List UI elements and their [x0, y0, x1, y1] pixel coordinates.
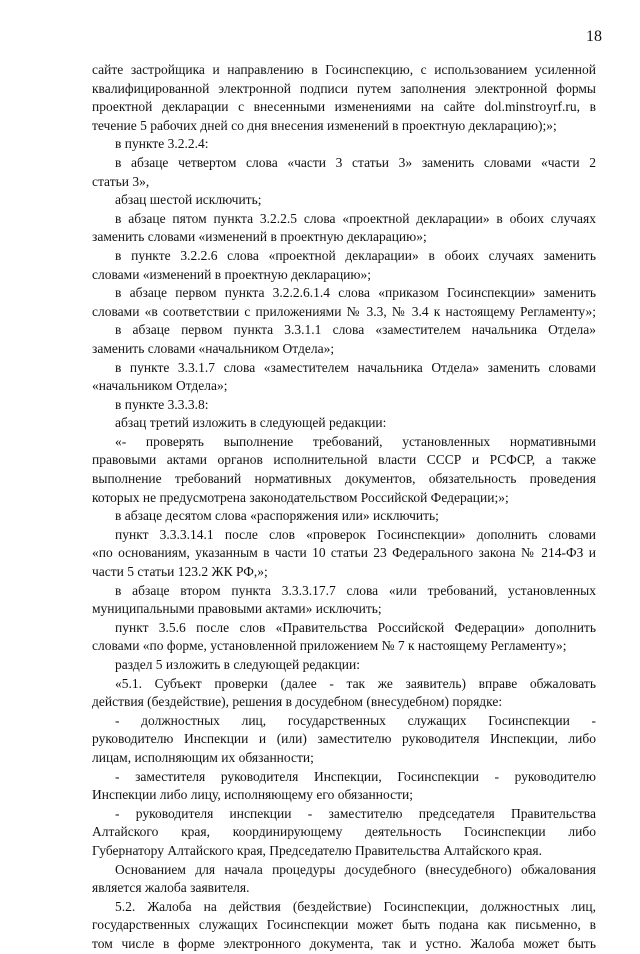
- text-line: в пункте 3.2.2.4:: [115, 136, 209, 152]
- text-line: Алтайского края, координирующему деятельность Госинспекции либо: [92, 824, 596, 840]
- text-line: том числе в форме электронного документа, так и устно. Жалоба может быть: [92, 935, 596, 951]
- text-line: «по основаниям, указанным в части 10 статьи 23 Федерального закона № 214-ФЗ и: [92, 545, 596, 561]
- text-line: действия (бездействие), решения в досудебном (внесудебном) порядке:: [92, 694, 503, 710]
- text-line: Инспекции либо лицу, исполняющему его обязанности;: [92, 787, 413, 803]
- text-line: в абзаце втором пункта 3.3.3.17.7 слова «или требований, установленных: [115, 582, 596, 598]
- text-line: «- проверять выполнение требований, установленных нормативными: [115, 433, 596, 449]
- text-line: лицам, исполняющим их обязанности;: [92, 749, 314, 765]
- text-line: является жалоба заявителя.: [92, 880, 250, 896]
- text-line: выполнение требований нормативных документов, обязательность проведения: [92, 471, 596, 487]
- text-line: абзац третий изложить в следующей редакции:: [115, 415, 387, 431]
- text-line: в абзаце первом пункта 3.3.1.1 слова «заместителем начальника Отдела»: [115, 322, 596, 338]
- text-line: заменить словами «изменений в проектную декларацию»;: [92, 229, 427, 245]
- text-line: статьи 3»,: [92, 173, 150, 189]
- text-line: которых не предусмотрена законодательством Российской Федерации;»;: [92, 489, 509, 505]
- text-line: раздел 5 изложить в следующей редакции:: [115, 657, 361, 672]
- page-number: 18: [586, 28, 602, 45]
- text-line: - заместителя руководителя Инспекции, Госинспекции - руководителю: [115, 768, 596, 784]
- text-line: - руководителя инспекции - заместителю председателя Правительства: [115, 805, 596, 821]
- text-line: Губернатору Алтайского края, Председателю Правительства Алтайского края.: [92, 842, 542, 858]
- text-line: «5.1. Субъект проверки (далее - так же заявитель) вправе обжаловать: [115, 675, 596, 691]
- text-line: в пункте 3.2.2.6 слова «проектной декларации» в обоих случаях заменить: [115, 247, 596, 263]
- text-line: - должностных лиц, государственных служащих Госинспекции -: [115, 712, 596, 728]
- text-line: проектной декларации с внесенными изменениями на сайте dol.minstroyrf.ru, в: [92, 99, 596, 115]
- text-line: пункт 3.5.6 после слов «Правительства Российской Федерации» дополнить: [115, 619, 596, 635]
- text-line: «начальником Отдела»;: [92, 378, 228, 394]
- text-line: муниципальными правовыми актами» исключить;: [92, 601, 382, 617]
- text-line: части 5 статьи 123.2 ЖК РФ,»;: [92, 564, 268, 580]
- text-line: течение 5 рабочих дней со дня внесения изменений в проектную декларацию);»;: [92, 117, 557, 133]
- text-line: абзац шестой исключить;: [115, 192, 262, 208]
- document-body: [92, 61, 596, 954]
- text-line: словами «в соответствии с приложениями № 3.3, № 3.4 к настоящему Регламенту»;: [92, 303, 596, 319]
- text-line: заменить словами «начальником Отдела»;: [92, 340, 335, 356]
- text-line: в абзаце пятом пункта 3.2.2.5 слова «проектной декларации» в обоих случаях: [115, 210, 596, 226]
- text-line: словами «по форме, установленной приложением № 7 к настоящему Регламенту»;: [92, 638, 567, 654]
- text-line: пункт 3.3.3.14.1 после слов «проверок Госинспекции» дополнить словами: [115, 526, 596, 542]
- text-line: в абзаце четвертом слова «части 3 статьи 3» заменить словами «части 2: [115, 154, 596, 170]
- text-line: правовыми актами органов исполнительной власти СССР и РСФСР, а также: [92, 452, 596, 468]
- text-line: 5.2. Жалоба на действия (бездействие) Госинспекции, должностных лиц,: [115, 898, 596, 914]
- text-line: Основанием для начала процедуры досудебного (внесудебного) обжалования: [115, 861, 596, 877]
- text-line: в пункте 3.3.1.7 слова «заместителем начальника Отдела» заменить словами: [115, 359, 596, 375]
- text-line: в абзаце первом пункта 3.2.2.6.1.4 слова «приказом Госинспекции» заменить: [115, 285, 596, 301]
- text-line: руководителю Инспекции и (или) заместителю руководителя Инспекции, либо: [92, 731, 596, 747]
- text-line: в пункте 3.3.3.8:: [115, 396, 209, 412]
- text-line: в абзаце десятом слова «распоряжения или» исключить;: [115, 508, 439, 524]
- text-line: сайте застройщика и направлению в Госинспекцию, с использованием усиленной: [92, 62, 596, 77]
- text-line: государственных служащих Госинспекции может быть подана как письменно, в: [92, 917, 596, 933]
- text-line: словами «изменений в проектную декларацию»;: [92, 266, 371, 282]
- text-line: квалифицированной электронной подписи путем заполнения электронной формы: [92, 80, 596, 96]
